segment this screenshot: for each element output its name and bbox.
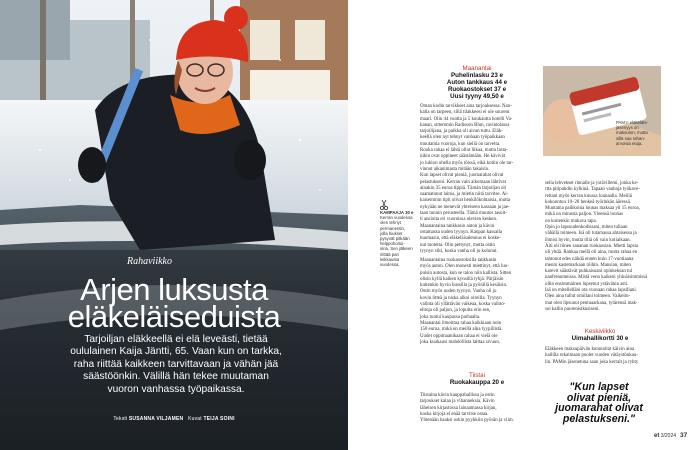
credit-photo-label: Kuvat (188, 416, 202, 422)
text-line: Maanantai ilmoittaa rahaa kaikkiaan noin (420, 320, 502, 326)
body-column-1 (420, 104, 524, 255)
article-headline (0, 272, 348, 334)
photo-credit (0, 416, 348, 422)
text-line: nikin ovat oppineet säästämään. He kävivät (420, 154, 506, 160)
text-line: Uudet oppimaanikaan rahaa ei vielä ole (420, 333, 498, 339)
text-line: mat olen lipsunut pentuaarkana, tytärensä mak- (545, 300, 638, 306)
text-line: 150 euroa, mikä on meillä aika tyypillistä. (420, 327, 503, 333)
wednesday-expenses (552, 328, 648, 342)
text-line: sella lehvekset rinnalle ja ystävillemi, jonka ke- (545, 181, 639, 186)
sidebar-line: helppohoitoi- (380, 241, 405, 247)
text-line: Rooka rahaa ei lähtä ollut liikaa, mutta lasta- (420, 148, 508, 154)
text-line: karevit säästävät puhkaisuani opinkeksan tul (545, 269, 633, 275)
text-line: Yhtenään haaksi oskin pyykkiin pyörän ja viim. (420, 418, 514, 424)
caption-line: sillä saa rahan- (616, 135, 646, 141)
caption-line: maksuton, mutta (616, 130, 648, 136)
text-line: Maanantaina ruokaostoksilla tankkasin (420, 258, 497, 263)
text-line: kokoontuu 10–20 henkeä työrinkän ääressä. (545, 199, 631, 205)
sidebar-title: KAMPAAJA 30 e (380, 210, 414, 215)
text-line: kaisemmin tipit olivat henkilökohtaisia, mutta (420, 198, 511, 204)
text-line: nanfrenumeissa. Mistä venn kaikeni yhinäisimmissä (545, 275, 648, 281)
text-line: vähällä toimeen. Isä oli tutamassa ahtaisessa ja (545, 231, 637, 237)
sidebar-line: permanentin, (380, 225, 406, 231)
text-line: maari. Olin 44 vuotta ja 5 kuukautta hotelli Va- (420, 116, 513, 122)
credit-photo-name: TEIJA SOINI (203, 416, 235, 422)
text-line: hallilla rekaimaan puolet vuoden vätäystönkau- (545, 353, 638, 359)
text-line: pelastukseni. Kerran vain aikomaan lähtivat (420, 179, 506, 185)
caption-line: jäsenyys on (616, 125, 639, 131)
campaign-sidebar (380, 210, 414, 267)
text-line: taan tunnin perusteella. Tämä muutos tasoit- (420, 211, 507, 217)
quote-line: olivat pieniä, (566, 391, 632, 404)
text-line: keellä olen nyt tehnyt vanhaan työpaikkaan (420, 135, 505, 141)
text-line: tyynyn silti, koska vanha oli jo kulunut. (420, 248, 498, 254)
body-column-5 (545, 347, 653, 366)
text-line: rtta pitipahdin kylkinä. Tapaan vanhoja työkave- (545, 187, 640, 193)
sidebar-line: Kerran vuodessa (380, 215, 413, 221)
text-line: saamatonut laitoa, ja mietin niitä tarvitse. Ai- (420, 192, 509, 198)
lead-line: Tarjoiljan eläkkeellä ei elä leveästi, tietää (84, 334, 268, 345)
text-line: ihmisi hyvin, mutta tiliä oli vain kotiaikaan. (545, 237, 631, 243)
text-line: joka kuukausi mahdollista laittaa sivuun. (420, 339, 501, 345)
text-line: Kun lapset olivat pieniä, juomarahat olivat (420, 173, 504, 179)
text-line: lin. PAMin jäsenetuna saan joka kerralt ja ryhty (545, 359, 639, 365)
text-line: Muutama paikkoina lounas maksaa yli 15 euroa, (545, 206, 640, 212)
text-line: tahtonut edes nähdä ennen kuin 17-vuotiaana (545, 256, 634, 262)
text-line: Olen aina tullut omillani toimeen. Vaikeim- (545, 294, 631, 300)
text-line: Opin jo lapsuudenkodissani, miten tullaan (545, 225, 628, 231)
expense-item: Uimahallikortti 30 e (571, 335, 629, 342)
credit-text-label: Teksti (113, 416, 128, 422)
sidebar-line: riittää pari (380, 251, 399, 257)
lead-line: säästöönkin. Välillä hän tekee muutaman (83, 371, 269, 383)
text-line: tarjoilijana, ja paikka oli aivan tuttu. Eläk- (420, 129, 503, 135)
text-line: valinta oli yllättävän vaikeaa, koska vaihto- (420, 302, 506, 308)
body-column-4 (545, 181, 653, 313)
text-line: puisin autosta, kun se taloo niin kallista. Sitten (420, 270, 512, 276)
day-label: Keskiviikko (584, 328, 616, 335)
text-line: nykyään ne menevät yhteiseen kassaan ja jae- (420, 204, 510, 210)
expense-item: Ruokaostokset 37 e (447, 86, 507, 93)
text-line: Äiti oli tiinen sananan ruokaosian. Mietti lapsia (545, 243, 639, 249)
text-line: muutamia vuoroja, kun siellä on tarvetta. (420, 141, 501, 147)
quote-line: "Kun lapset (569, 381, 629, 393)
issue-footer (654, 433, 676, 439)
tuesday-expenses (432, 372, 522, 386)
text-line: läheisen kirjastossa lainaamassa kirjan, (420, 405, 497, 411)
sidebar-line: sina. Sen jälkeen (380, 246, 413, 252)
section-kicker: Rahaviikko (127, 256, 172, 267)
text-line: menin kastemarkaan töihin. Mansian, miten (545, 262, 631, 268)
lead-line: vuoron vanhassa työpaikassa. (107, 383, 245, 395)
text-line: mikä on minusta paljon. Yleensä lounas (545, 212, 624, 218)
text-line: olisin kyllä kaiken kynsillä tyhjä. Pärjäisin (420, 276, 504, 282)
text-line: vinnut aikanimasta mitään takaisin. (420, 166, 490, 172)
expense-item: Auton tankkaus 44 e (446, 79, 508, 86)
text-line: ainakin 35 euroa tippiä. Tämän tarjoiljan oli (420, 185, 507, 191)
text-line: tarjoukset kalaa ja vihanneksia. Kävin (420, 399, 495, 405)
text-line: joka tuntui kaupassa parhaalta. (420, 314, 481, 320)
text-line: Oman kodin tarvikkeet aina tarjouksessa. Nan- (420, 104, 512, 109)
text-line: kalla on tarpeen, sillä tilakkeesi ei ole suurem (420, 110, 510, 116)
expense-item: Ruokakauppa 20 e (449, 379, 505, 386)
text-line: oli yhdä. Rankaa mellä oli aina, mutta rahaa en (545, 250, 638, 256)
sidebar-line: jolla hiukset (380, 230, 403, 236)
text-line: soi kallin puurenistkusiseni. (545, 306, 600, 312)
text-line: Maanantaina tankkasin auton ja kävin (420, 223, 495, 229)
text-line: Tiistaina kävin kauppahallissa ja ostin (420, 393, 495, 398)
lead-line: oululainen Kaija Jäntti, 65. Vaan kun on tarkka, (70, 346, 282, 358)
text-line: ollin ensimmäinen lupsenut ystävänin asti. (545, 281, 629, 287)
text-line: jo lukion ohella myös töissä, eikä kotiin ole tar- (420, 160, 514, 166)
quote-line: pelastukseni." (562, 412, 636, 425)
expense-item: Uusi tyyny 49,50 e (450, 93, 504, 100)
text-line: huomasin, että eläkeläisalennus ei koske- (420, 236, 501, 242)
credit-text-name: SUSANNA VILJAMEN (128, 416, 184, 422)
text-line: Ostin myös uuden tyynyn. Vanha oli jo (420, 289, 497, 295)
magazine-brand: et (654, 433, 660, 439)
text-line: Isä on mitellelläni ota vuosaan rahaa lapsillani. (545, 288, 637, 294)
issue-number: 3/2024 (660, 433, 677, 439)
quote-line: juomarahat olivat (555, 402, 643, 415)
caption-line: arvoisia etuja. (616, 140, 643, 146)
pull-quote (545, 382, 653, 424)
text-line: reitani myös kerran kuussa lounaalla. Meillä (545, 193, 632, 199)
text-line: kovin litteä ja niska alkoi oireilla. Tyynyn (420, 295, 502, 301)
expense-item: Puhelinlasku 23 e (451, 72, 503, 79)
text-line: on kuitenkin mukava tapa. (545, 218, 597, 224)
scissors-icon (380, 197, 388, 207)
text-line: koska kirjoja ei enää tarvitse ostaa. (420, 411, 489, 417)
day-label: Maanantai (462, 65, 492, 72)
headline-line: Arjen luksusta (80, 272, 268, 307)
body-column-2 (420, 258, 524, 346)
body-column-3 (420, 393, 524, 424)
caption-line: PAM:n eläkeläis- (616, 120, 648, 125)
text-line: ostamassa uuden tyynyn. Kaupan kassalla (420, 229, 503, 235)
sidebar-line: leikkausta (380, 256, 400, 262)
text-line: kanan, sittemmin Radisson Blun, ravintolassa (420, 122, 510, 128)
lead-line: raha riittää kaikkeen tarvittavaan ja vähän jää (73, 358, 279, 370)
text-line: ehtoja oli paljon, ja lopulta otin sen, (420, 308, 491, 314)
text-line: myös auton. Olen monesti miettinyt, että luo- (420, 264, 509, 270)
sidebar-line: olen tehnyt (380, 220, 402, 226)
text-line: nut tuotetta. Olin pettynyt, mutta ostin (420, 242, 495, 248)
day-label: Tiistai (469, 372, 485, 379)
sidebar-line: pysyvät pitkään (380, 236, 410, 242)
page-number: 37 (680, 432, 688, 439)
text-line: Eläkkeen maksupäivän kunnioitat käivin aina (545, 347, 635, 352)
sidebar-line: vuodessa. (380, 262, 400, 268)
monday-expenses (432, 65, 522, 100)
headline-line: eläkeläiseduista (67, 299, 281, 334)
photo-caption (616, 120, 656, 146)
text-line: ti ansioita eri vuoroissa olevien kesken. (420, 217, 498, 223)
text-line: kuitenkin hyvin bussilla ja pyörällä kesäisin. (420, 283, 508, 289)
article-lead (16, 334, 336, 396)
